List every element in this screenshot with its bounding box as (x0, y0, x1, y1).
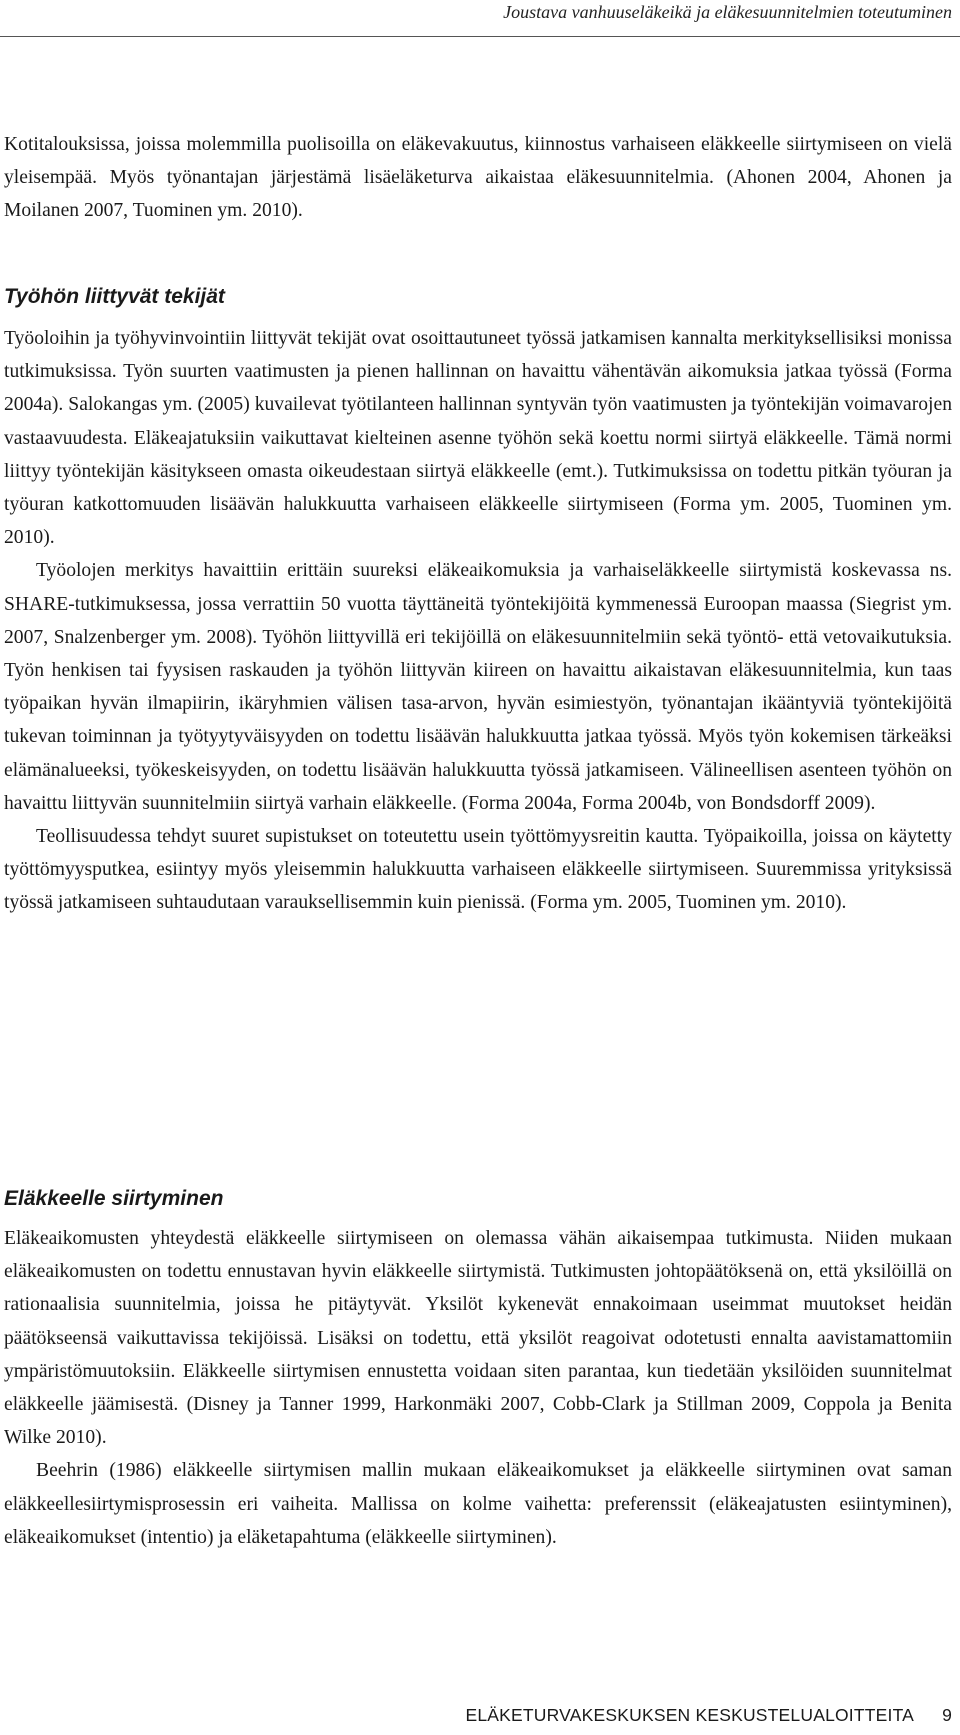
body-paragraph: Eläkeaikomusten yhteydestä eläkkeelle siirtymiseen on olemassa vähän aikaisempaa tutkimusta. Niiden mukaan eläkeaikomusten on todettu ennustavan hyvin eläkkeelle siirtymistä. Tutkimusten johtopäätöksenä on, että yksilöillä on rationaalisia suunnitelmia, joissa he pitäytyvät. Yksilöt kykenevät ennakoimaan useimmat muutokset heidän päätökseensä vaikuttavissa tekijöissä. Lisäksi on todettu, että yksilöt reagoivat odotetusti ennalta aavistamattomiin ympäristömuutoksiin. Eläkkeelle siirtymisen ennustetta voidaan siten parantaa, kun tiedetään yksilöiden suunnitelmat eläkkeelle jäämisestä. (Disney ja Tanner 1999, Harkonmäki 2007, Cobb-Clark ja Stillman 2009, Coppola ja Benita Wilke 2010). (4, 1228, 952, 1449)
body-paragraph: Beehrin (1986) eläkkeelle siirtymisen mallin mukaan eläkeaikomukset ja eläkkeelle siirtyminen ovat saman eläkkeellesiirtymisprosessin eri vaiheita. Mallissa on kolme vaihetta: preferenssit (eläkeajatusten esiintyminen), eläkeaikomukset (intentio) ja eläketapahtuma (eläkkeelle siirtyminen). (4, 1460, 952, 1548)
intro-paragraph: Kotitalouksissa, joissa molemmilla puolisoilla on eläkevakuutus, kiinnostus varhaiseen eläkkeelle siirtymiseen on vielä yleisempää. Myös työnantajan järjestämä lisäeläketurva aikaistaa eläkesuunnitelmia. (Ahonen 2004, Ahonen ja Moilanen 2007, Tuominen ym. 2010). (4, 134, 952, 222)
running-header: Joustava vanhuuseläkeikä ja eläkesuunnitelmien toteutuminen (503, 2, 952, 22)
work-factors-section (4, 322, 952, 920)
section-heading-retirement: Eläkkeelle siirtyminen (4, 1187, 224, 1210)
header-rule (0, 36, 960, 37)
publication-name: ELÄKETURVAKESKUKSEN KESKUSTELUALOITTEITA (465, 1705, 915, 1725)
body-paragraph: Työolojen merkitys havaittiin erittäin suureksi eläkeaikomuksia ja varhaiseläkkeelle siirtymistä koskevassa ns. SHARE-tutkimuksessa, jossa verrattiin 50 vuotta täyttäneitä työntekijöitä kymmenessä Euroopan maassa (Siegrist ym. 2007, Snalzenberger ym. 2008). Työhön liittyvillä eri tekijöillä on eläkesuunnitelmiin sekä työntö- että vetovaikutuksia. Työn henkisen tai fyysisen raskauden ja työhön liittyvän kiireen on havaittu aikaistavan eläkesuunnitelmia, kun taas työpaikan hyvän ilmapiirin, ikäryhmien välisen tasa-arvon, hyvän esimiestyön, työnantajan ikääntyviä työntekijöitä tukevan toiminnan ja työtyytyväisyyden on todettu lisäävän halukkuutta jatkaa työssä. Myös työn kokemisen tärkeäksi elämänalueeksi, työkeskeisyyden, on todettu lisäävän halukkuutta työssä jatkamiseen. Välineellisen asenteen työhön on havaittu liittyvän suunnitelmiin siirtyä varhain eläkkeelle. (Forma 2004a, Forma 2004b, von Bondsdorff 2009). (4, 560, 952, 814)
intro-block (4, 128, 952, 228)
retirement-section (4, 1222, 952, 1554)
page-number: 9 (942, 1705, 952, 1725)
section-heading-work-factors: Työhön liittyvät tekijät (4, 285, 225, 308)
body-paragraph: Teollisuudessa tehdyt suuret supistukset on toteutettu usein työttömyysreitin kautta. Työpaikoilla, joissa on käytetty työttömyysputkea, esiintyy myös yleisemmin halukkuutta varhaiseen eläkkeelle siirtymiseen. Suuremmissa yrityksissä työssä jatkamiseen suhtaudutaan varauksellisemmin kuin pienissä. (Forma ym. 2005, Tuominen ym. 2010). (4, 826, 952, 914)
body-paragraph: Työoloihin ja työhyvinvointiin liittyvät tekijät ovat osoittautuneet työssä jatkamisen kannalta merkityksellisiksi monissa tutkimuksissa. Työn suurten vaatimusten ja pienen hallinnan on havaittu vähentävän aikomuksia jatkaa työssä (Forma 2004a). Salokangas ym. (2005) kuvailevat työtilanteen hallinnan syntyvän työn vaatimusten ja työntekijän voimavarojen vastaavuudesta. Eläkeajatuksiin vaikuttavat kielteinen asenne työhön sekä koettu normi siirtyä eläkkeelle. Tämä normi liittyy työntekijän käsitykseen omasta oikeudestaan siirtyä eläkkeelle (emt.). Tutkimuksissa on todettu pitkän työuran ja työuran katkottomuuden lisäävän halukkuutta varhaiseen eläkkeelle siirtymiseen (Forma ym. 2005, Tuominen ym. 2010). (4, 328, 952, 549)
page-footer (466, 1704, 953, 1726)
